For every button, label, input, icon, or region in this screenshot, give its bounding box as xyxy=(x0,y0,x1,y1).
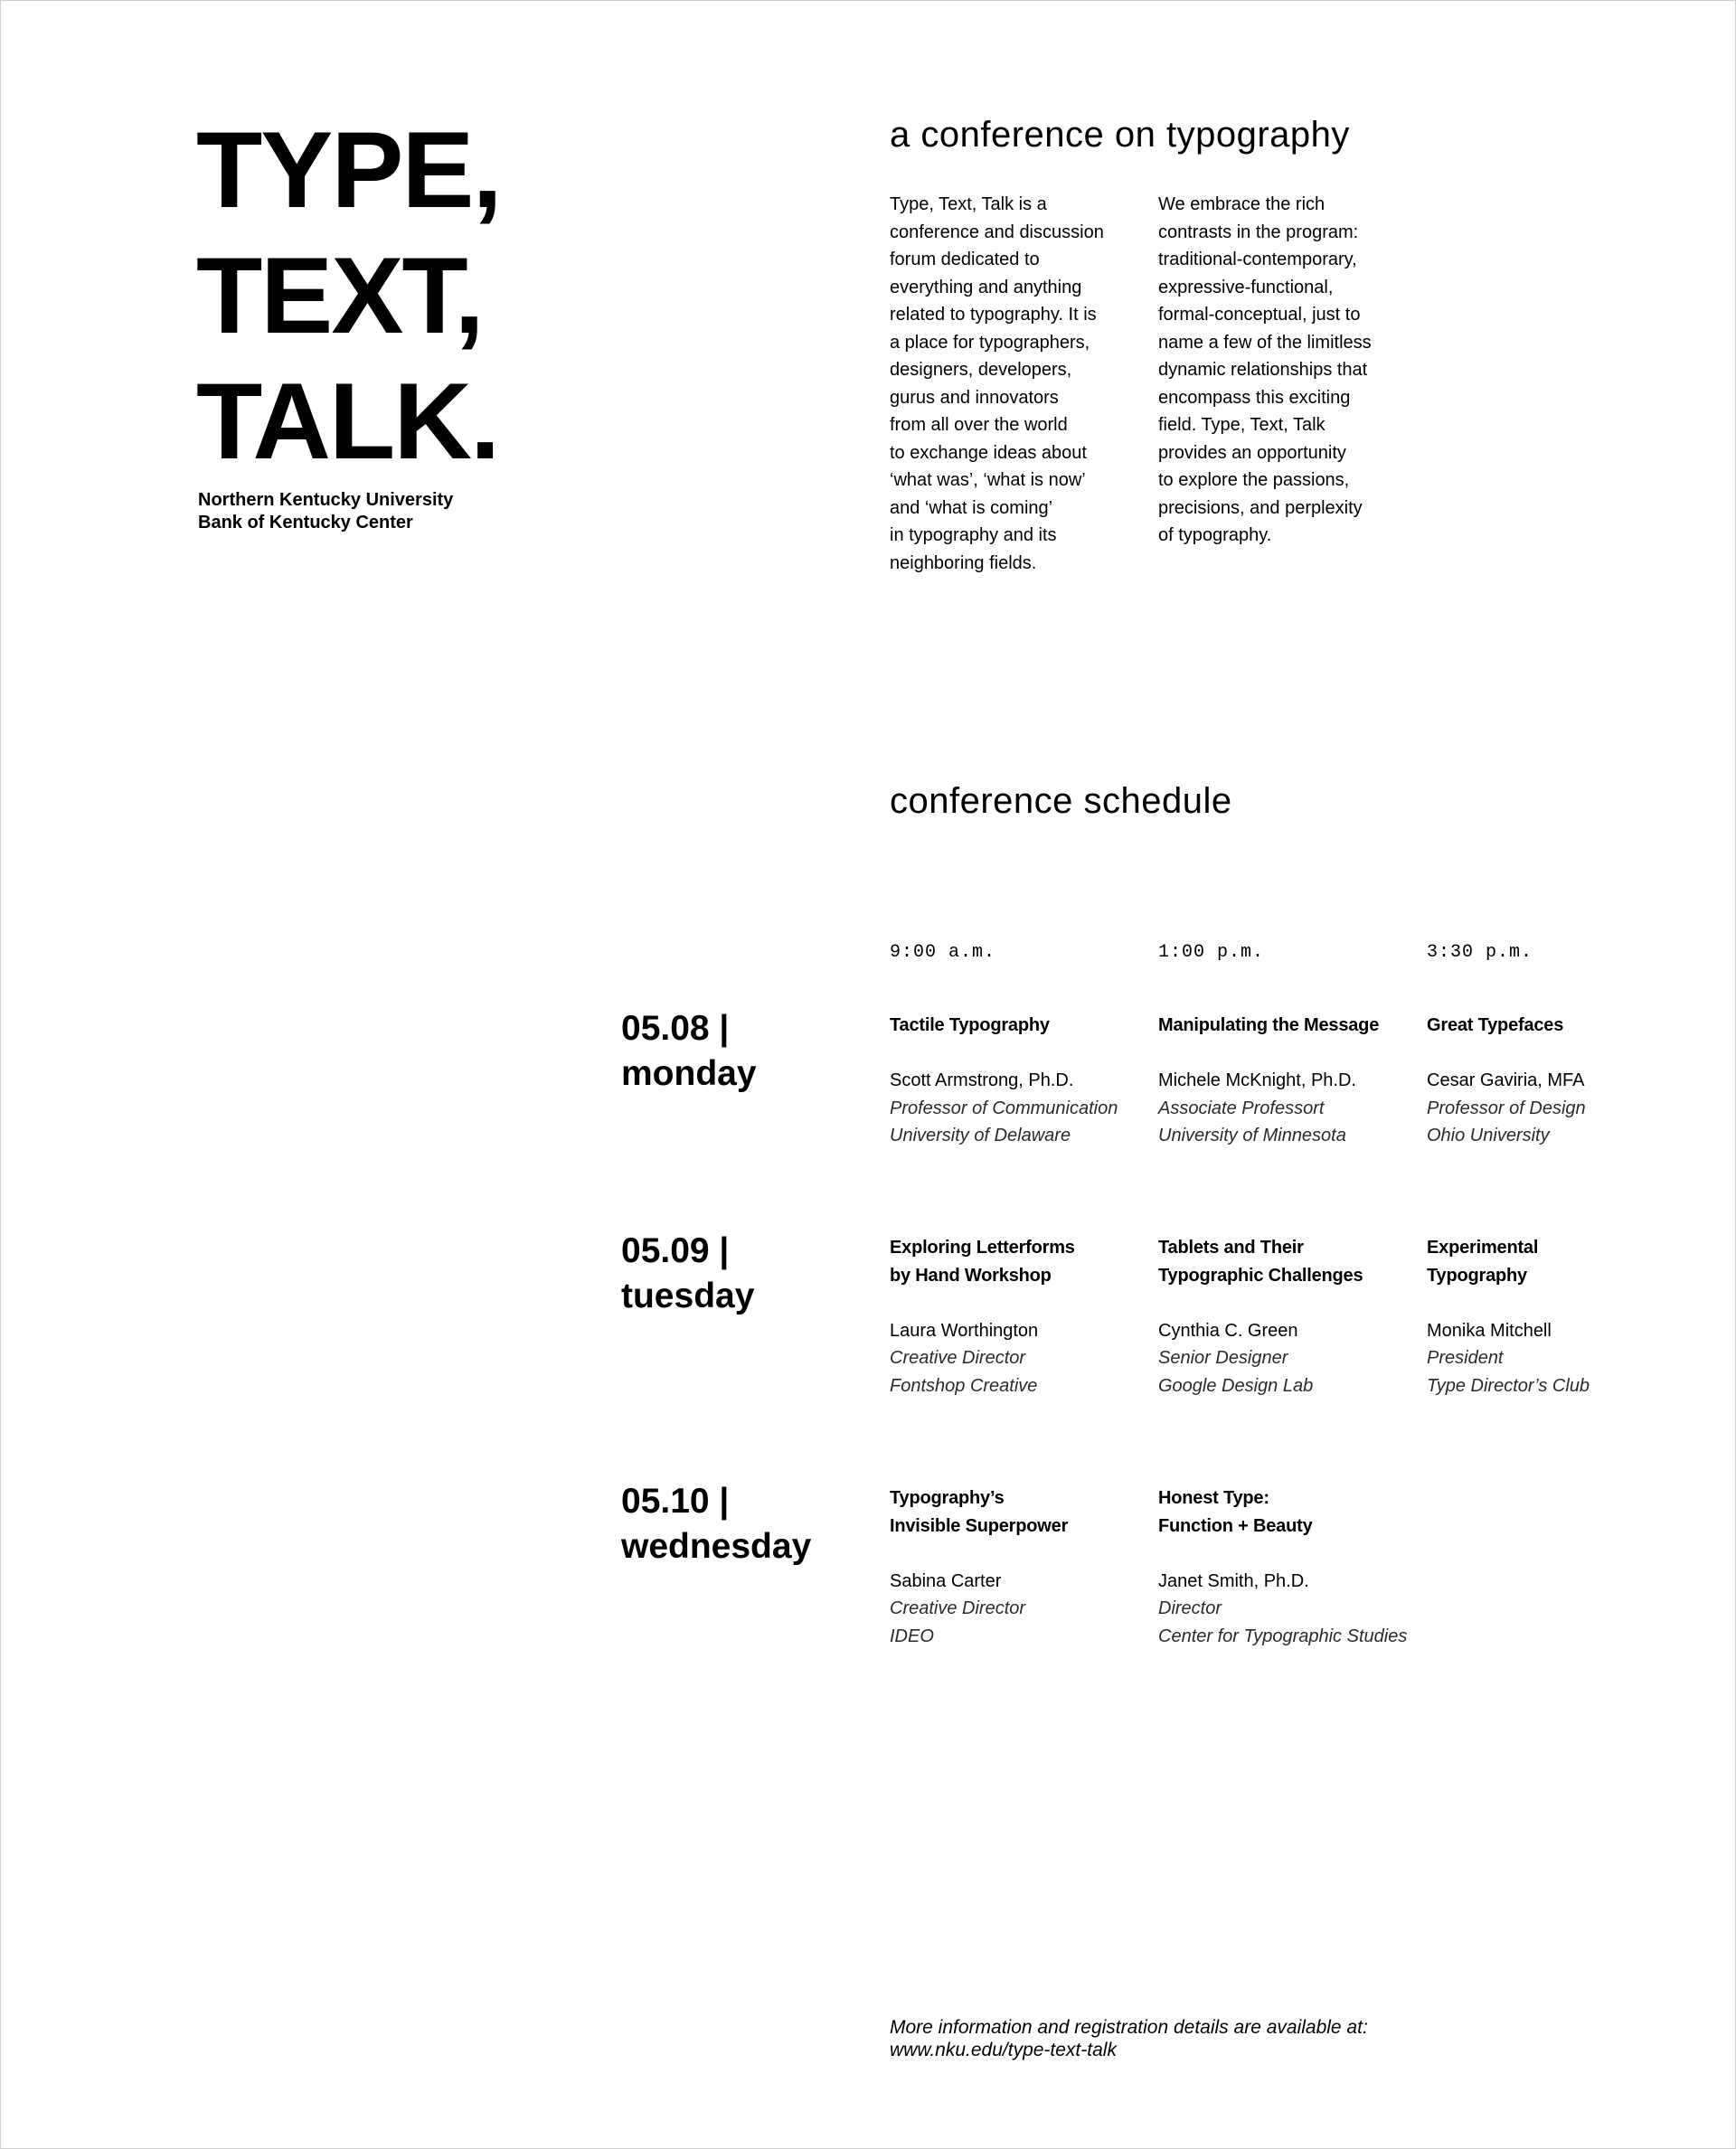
footer-text: More information and registration details are available at: xyxy=(890,2017,1368,2038)
session xyxy=(1158,1234,1420,1400)
session-title: Tablets and Their Typographic Challenges xyxy=(1158,1238,1363,1286)
speaker-role: President xyxy=(1427,1348,1504,1368)
day-label xyxy=(621,1479,811,1569)
venue-center: Bank of Kentucky Center xyxy=(198,513,413,533)
session-speaker: Michele McKnight, Ph.D. xyxy=(1158,1070,1356,1090)
session-speaker: Monika Mitchell xyxy=(1427,1320,1552,1341)
title-line: TALK. xyxy=(196,361,499,482)
speaker-organization: Ohio University xyxy=(1427,1126,1550,1145)
title-line: TYPE, xyxy=(196,109,501,231)
poster-title xyxy=(196,108,501,485)
session-title: Exploring Letterforms by Hand Workshop xyxy=(890,1238,1075,1286)
speaker-role: Creative Director xyxy=(890,1348,1026,1368)
speaker-organization: Center for Typographic Studies xyxy=(1158,1626,1408,1646)
speaker-role: Professor of Design xyxy=(1427,1098,1586,1118)
footer-info xyxy=(890,2016,1368,2061)
day-label xyxy=(621,1006,757,1097)
day-date: 05.09 | xyxy=(621,1231,730,1270)
session-title: Honest Type: Function + Beauty xyxy=(1158,1488,1313,1536)
time-slot-morning: 9:00 a.m. xyxy=(890,942,996,963)
intro-column-2: We embrace the rich contrasts in the program: traditional-contemporary, expressive-functional, formal-conceptual, just to name a few of the limitless dynamic relationships that encompass this exciting field. Type, Text, Talk provides an opportunity to explore the passions, precisions, and perplexity of typography. xyxy=(1158,194,1372,545)
speaker-role: Creative Director xyxy=(890,1598,1026,1618)
session-speaker: Sabina Carter xyxy=(890,1570,1002,1591)
conference-heading: a conference on typography xyxy=(890,115,1350,155)
speaker-role: Associate Professort xyxy=(1158,1098,1325,1118)
session xyxy=(1427,1012,1689,1150)
session-speaker: Laura Worthington xyxy=(890,1320,1039,1341)
day-date: 05.08 | xyxy=(621,1009,730,1048)
session xyxy=(1427,1234,1689,1400)
session xyxy=(890,1234,1152,1400)
speaker-organization: Type Director’s Club xyxy=(1427,1375,1590,1396)
day-weekday: tuesday xyxy=(621,1277,755,1315)
session-speaker: Janet Smith, Ph.D. xyxy=(1158,1570,1309,1591)
session xyxy=(1158,1485,1420,1650)
intro-column-1: Type, Text, Talk is a conference and discussion forum dedicated to everything and anything related to typography. It is a place for typographers, designers, developers, gurus and innovators from all over the world to exchange ideas about ‘what was’, ‘what is now’ and ‘what is coming’ in typography and its neighboring fields. xyxy=(890,194,1104,573)
schedule-heading: conference schedule xyxy=(890,781,1232,821)
title-line: TEXT, xyxy=(196,235,483,356)
speaker-role: Director xyxy=(1158,1598,1222,1618)
session xyxy=(1158,1012,1420,1150)
speaker-organization: University of Delaware xyxy=(890,1126,1071,1145)
session-title: Manipulating the Message xyxy=(1158,1015,1380,1035)
day-date: 05.10 | xyxy=(621,1482,730,1521)
session-speaker: Cesar Gaviria, MFA xyxy=(1427,1070,1585,1090)
day-weekday: wednesday xyxy=(621,1527,812,1566)
session-title: Typography’s Invisible Superpower xyxy=(890,1488,1069,1536)
session-speaker: Cynthia C. Green xyxy=(1158,1320,1298,1341)
session-title: Experimental Typography xyxy=(1427,1238,1539,1286)
session xyxy=(890,1012,1152,1150)
venue-university: Northern Kentucky University xyxy=(198,490,454,510)
time-slot-afternoon: 1:00 p.m. xyxy=(1158,942,1265,963)
day-weekday: monday xyxy=(621,1054,757,1093)
venue xyxy=(198,489,453,534)
time-slot-late-afternoon: 3:30 p.m. xyxy=(1427,942,1533,963)
speaker-organization: Fontshop Creative xyxy=(890,1375,1038,1396)
session xyxy=(890,1485,1152,1650)
speaker-organization: Google Design Lab xyxy=(1158,1375,1314,1396)
session-speaker: Scott Armstrong, Ph.D. xyxy=(890,1070,1074,1090)
speaker-role: Professor of Communication xyxy=(890,1098,1118,1118)
speaker-organization: University of Minnesota xyxy=(1158,1126,1346,1145)
speaker-role: Senior Designer xyxy=(1158,1348,1288,1368)
session-title: Great Typefaces xyxy=(1427,1015,1564,1035)
session-title: Tactile Typography xyxy=(890,1015,1050,1035)
registration-link[interactable]: www.nku.edu/type-text-talk xyxy=(890,2040,1117,2060)
speaker-organization: IDEO xyxy=(890,1626,934,1646)
day-label xyxy=(621,1229,754,1319)
